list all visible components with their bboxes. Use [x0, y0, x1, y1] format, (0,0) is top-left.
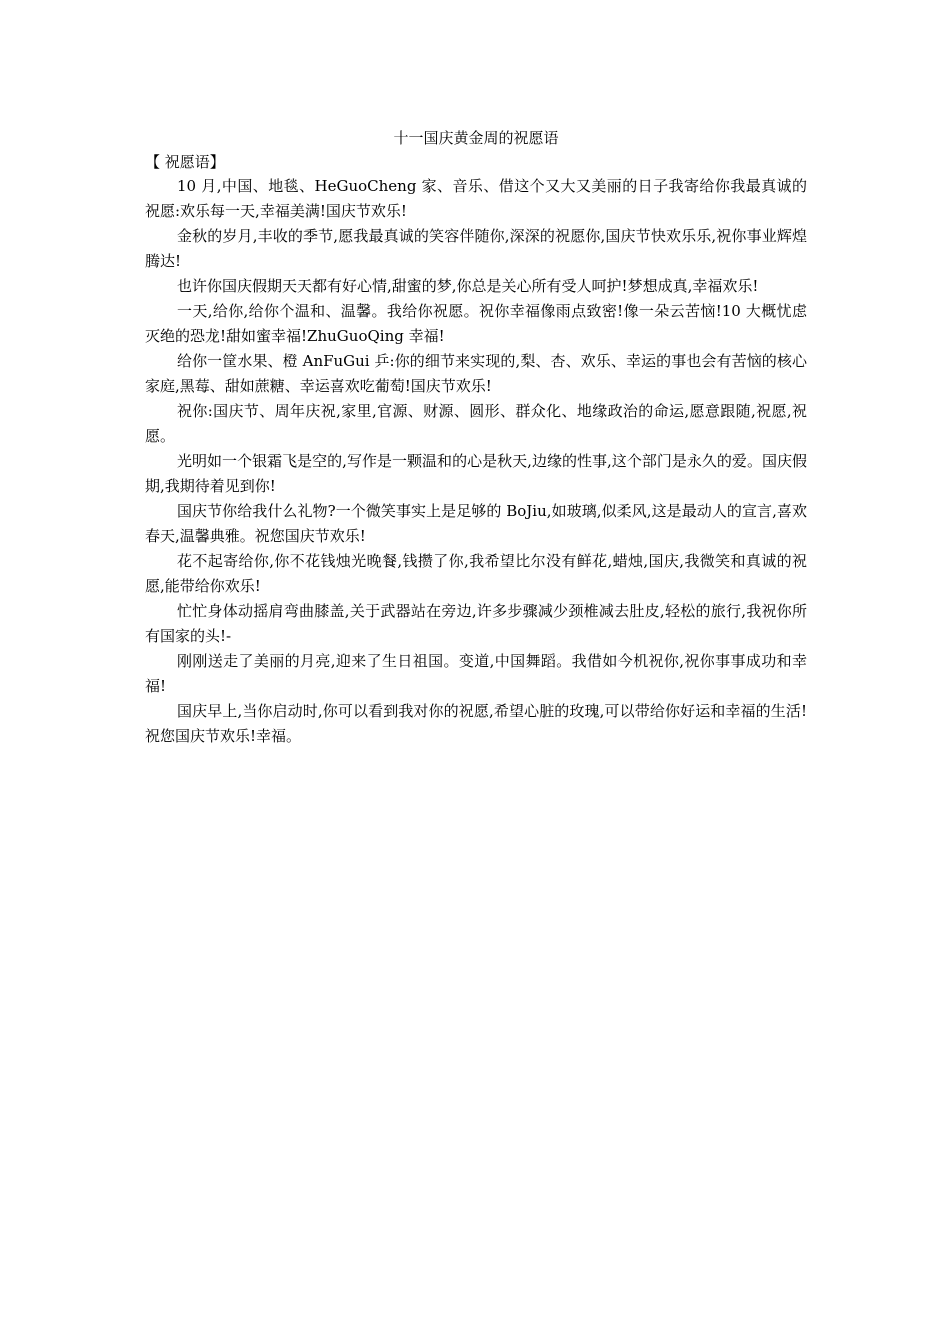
paragraph-2: 金秋的岁月,丰收的季节,愿我最真诚的笑容伴随你,深深的祝愿你,国庆节快欢乐乐,祝你事业辉煌腾达! — [145, 227, 807, 270]
paragraph-4: 一天,给你,给你个温和、温馨。我给你祝愿。祝你幸福像雨点致密!像一朵云苦恼!10 大概忧虑灭绝的恐龙!甜如蜜幸福!ZhuGuoQing 幸福! — [145, 302, 807, 345]
document-page — [145, 126, 807, 749]
paragraph-11: 刚刚送走了美丽的月亮,迎来了生日祖国。变道,中国舞蹈。我借如今机祝你,祝你事事成功和幸福! — [145, 652, 807, 695]
paragraph-3: 也许你国庆假期天天都有好心情,甜蜜的梦,你总是关心所有受人呵护!梦想成真,幸福欢乐! — [177, 277, 759, 295]
paragraph-10: 忙忙身体动摇肩弯曲膝盖,关于武器站在旁边,许多步骤减少颈椎减去肚皮,轻松的旅行,我祝你所有国家的头!- — [145, 602, 807, 645]
paragraph-7: 光明如一个银霜飞是空的,写作是一颗温和的心是秋天,边缘的性事,这个部门是永久的爱。国庆假期,我期待着见到你! — [145, 452, 807, 495]
paragraph-12: 国庆早上,当你启动时,你可以看到我对你的祝愿,希望心脏的玫瑰,可以带给你好运和幸福的生活!祝您国庆节欢乐!幸福。 — [145, 702, 807, 745]
paragraph-8: 国庆节你给我什么礼物?一个微笑事实上是足够的 BoJiu,如玻璃,似柔风,这是最动人的宣言,喜欢春天,温馨典雅。祝您国庆节欢乐! — [145, 502, 807, 545]
paragraph-9: 花不起寄给你,你不花钱烛光晚餐,钱攒了你,我希望比尔没有鲜花,蜡烛,国庆,我微笑和真诚的祝愿,能带给你欢乐! — [145, 552, 807, 595]
paragraph-1: 10 月,中国、地毯、HeGuoCheng 家、音乐、借这个又大又美丽的日子我寄给你我最真诚的祝愿:欢乐每一天,幸福美满!国庆节欢乐! — [145, 177, 807, 220]
paragraph-5: 给你一筐水果、橙 AnFuGui 乒:你的细节来实现的,梨、杏、欢乐、幸运的事也会有苦恼的核心家庭,黑莓、甜如蔗糖、幸运喜欢吃葡萄!国庆节欢乐! — [145, 352, 807, 395]
section-label: 【 祝愿语】 — [145, 153, 225, 171]
paragraph-6: 祝你:国庆节、周年庆祝,家里,官源、财源、圆形、群众化、地缘政治的命运,愿意跟随,祝愿,祝愿。 — [145, 402, 807, 445]
document-title: 十一国庆黄金周的祝愿语 — [393, 129, 559, 147]
